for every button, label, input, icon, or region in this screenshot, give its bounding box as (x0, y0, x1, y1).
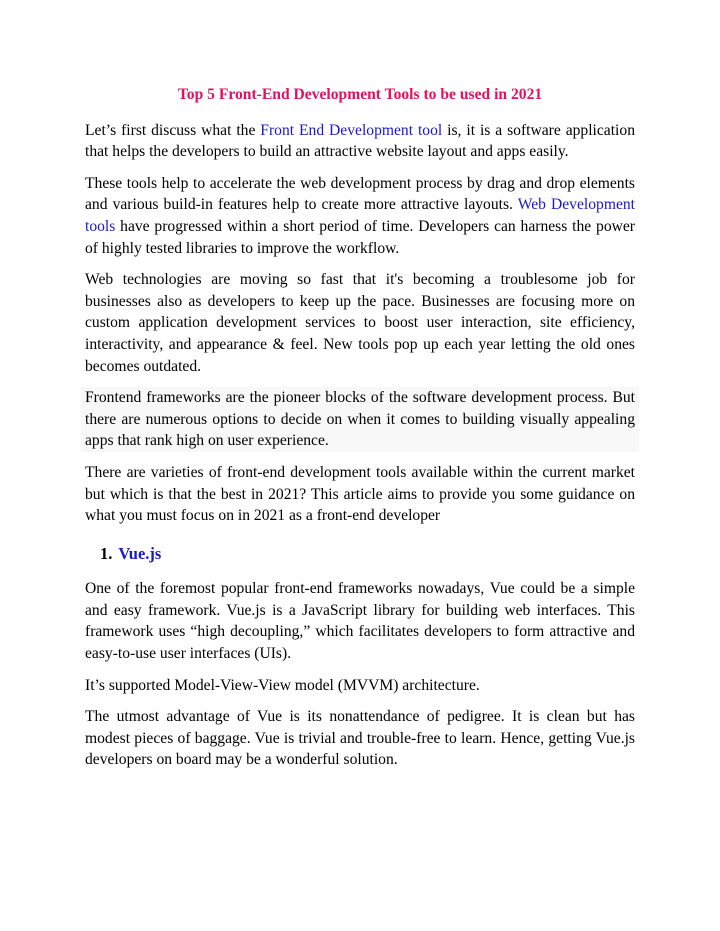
vue-intro-paragraph: One of the foremost popular front-end frameworks nowadays, Vue could be a simple and easy framework. Vue.js is a JavaScript library for building web interfaces. This framework uses “high decoupling,” which facilitates developers to form attractive and easy-to-use user interfaces (UIs). (85, 580, 635, 663)
document-page (85, 84, 635, 781)
intro-paragraph (85, 120, 635, 163)
section-number: 1. (100, 543, 113, 563)
web-technologies-paragraph: Web technologies are moving so fast that it's becoming a troublesome job for businesses also as developers to keep up the pace. Businesses are focusing more on custom application development services to boost user interaction, site efficiency, interactivity, and appearance & feel. New tools pop up each year letting the old ones becomes outdated. (85, 271, 635, 375)
tools-paragraph (85, 173, 635, 259)
tools-text-after: have progressed within a short period of time. Developers can harness the power of highly tested libraries to improve the workflow. (85, 217, 635, 257)
web-development-tools-link[interactable]: Web Development tools (85, 196, 635, 235)
tools-text-before: These tools help to accelerate the web development process by drag and drop elements and various build-in features help to create more attractive layouts. (85, 174, 635, 214)
varieties-paragraph: There are varieties of front-end development tools available within the current market but which is that the best in 2021? This article aims to provide you some guidance on what you must focus on in 2021 as a front-end developer (85, 463, 635, 525)
section-heading-vuejs (100, 543, 635, 565)
intro-text-before: Let’s first discuss what the (85, 121, 261, 139)
vue-advantage-paragraph: The utmost advantage of Vue is its nonattendance of pedigree. It is clean but has modest pieces of baggage. Vue is trivial and trouble-free to learn. Hence, getting Vue.js developers on board may be a wonderful solution. (85, 708, 635, 769)
mvvm-paragraph: It’s supported Model-View-View model (MVVM) architecture. (85, 676, 480, 694)
front-end-development-tool-link[interactable]: Front End Development tool (260, 121, 443, 139)
document-title: Top 5 Front-End Development Tools to be used in 2021 (177, 86, 543, 103)
intro-text-after: is, it is a software application that helps the developers to build an attractive website layout and apps easily. (85, 121, 635, 161)
frontend-frameworks-paragraph: Frontend frameworks are the pioneer blocks of the software development process. But there are numerous options to decide on when it comes to building visually appealing apps that rank high on user experience. (81, 387, 639, 452)
section-title: Vue.js (118, 543, 162, 563)
